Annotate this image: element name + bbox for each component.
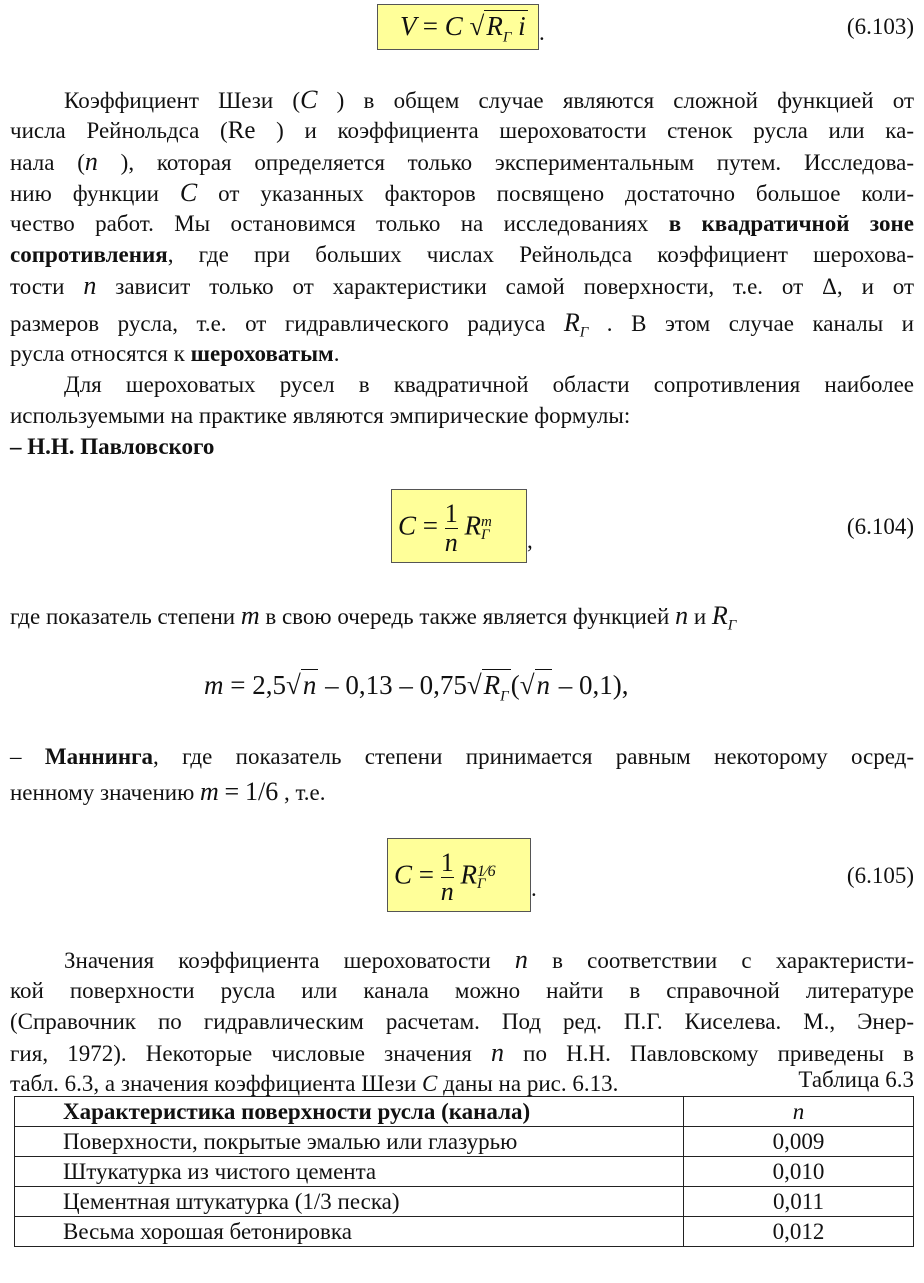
table-row (15, 1187, 914, 1217)
paragraph-line: (Справочник по гидравлическим расчетам. Под ред. П.Г. Киселева. М., Энер- (10, 1009, 914, 1034)
formula-subscript: Г (477, 875, 486, 892)
table-cell-name: Штукатурка из чистого цемента (15, 1157, 684, 1187)
paragraph-line: размеров русла, т.е. от гидравлического радиуса $R_Г$ . В этом случае каналы и (10, 308, 914, 341)
table-cell-value: 0,009 (684, 1127, 914, 1157)
paragraph-line: нию функции C от указанных факторов посвящено достаточно большое коли- (10, 178, 915, 207)
formula-var-i: i (518, 11, 526, 41)
equation-number-6-105: (6.105) (846, 863, 914, 888)
table-header-characteristic: Характеристика поверхности русла (канала) (15, 1097, 684, 1127)
paragraph-line: тости n зависит только от характеристики самой поверхности, т.е. от Δ, и от (10, 271, 915, 300)
formula-exponent: m (481, 513, 492, 530)
paragraph-line: гия, 1972). Некоторые числовые значения n по Н.Н. Павловскому приведены в (10, 1038, 915, 1067)
table-cell-name: Поверхности, покрытые эмалью или глазурью (15, 1127, 684, 1157)
table-header-row (15, 1097, 914, 1127)
paragraph-line: Для шероховатых русел в квадратичной области сопротивления наиболее (64, 372, 914, 397)
formula-var-c: C (398, 510, 417, 541)
paragraph-line: Значения коэффициента шероховатости n в соответствии с характеристи- (64, 945, 915, 974)
formula-m-equation: $m = 2,5√n - 0,13 - 0,75√R_Г(√n - 0,1)$, (204, 670, 629, 705)
fraction: $\frac{1}{n}$ (440, 848, 454, 906)
paragraph-line: нала (n ), которая определяется только экспериментальным путем. Исследова- (10, 147, 914, 176)
paragraph-line: используемыми на практике являются эмпирические формулы: (10, 403, 631, 428)
table-cell-value: 0,011 (684, 1187, 914, 1217)
formula-subscript: Г (481, 526, 490, 543)
paragraph-line: числа Рейнольдса (Re ) и коэффициента шероховатости стенок русла или ка- (10, 117, 915, 144)
paragraph-line: чество работ. Мы остановимся только на исследованиях в квадратичной зоне (10, 211, 914, 236)
paragraph-line: русла относятся к шероховатым. (10, 341, 340, 366)
section-heading-pavlovsky: – Н.Н. Павловского (10, 434, 215, 459)
paragraph-line: Коэффициент Шези (C ) в общем случае являются сложной функцией от (64, 85, 915, 114)
equation-number-6-103: (6.103) (846, 14, 914, 39)
formula-var-r: R (486, 11, 503, 41)
equation-number-6-104: (6.104) (846, 514, 914, 539)
table-row (15, 1217, 914, 1247)
formula-var-c: C (444, 11, 463, 41)
table-cell-value: 0,010 (684, 1157, 914, 1187)
formula-6-103-dot: . (539, 20, 545, 45)
table-cell-value: 0,012 (684, 1217, 914, 1247)
formula-exponent: 1⁄6 (477, 862, 496, 880)
paragraph-line: – Маннинга, где показатель степени принимается равным некоторому осред- (10, 744, 914, 769)
formula-var-c: C (394, 859, 413, 890)
formula-6-104-box: C = $\frac{1}{n}$ R m Г (391, 489, 527, 563)
paragraph-line: кой поверхности русла или канала можно найти в справочной литературе (10, 978, 914, 1003)
formula-6-103-box: V = C $√R_Г$ i (377, 4, 539, 50)
formula-6-104-comma: , (527, 528, 533, 553)
table-row (15, 1157, 914, 1187)
roughness-table (14, 1096, 914, 1247)
table-cell-name: Цементная штукатурка (1/3 песка) (15, 1187, 684, 1217)
fraction: $\frac{1}{n}$ (444, 499, 458, 557)
table-row (15, 1127, 914, 1157)
formula-6-105-box: C = $\frac{1}{n}$ R 1⁄6 Г (387, 838, 531, 912)
formula-subscript: Г (502, 29, 512, 46)
formula-6-105-dot: . (531, 876, 537, 901)
paragraph-line: сопротивления, где при больших числах Рейнольдса коэффициент шерохова- (10, 242, 914, 267)
formula-var-r: R (464, 510, 481, 541)
table-header-n: n (684, 1097, 914, 1127)
formula-var-r: R (460, 859, 477, 890)
table-cell-name: Весьма хорошая бетонировка (15, 1217, 684, 1247)
paragraph-line: где показатель степени m в свою очередь также является функцией n и $R_Г$ (10, 601, 737, 634)
paragraph-line: ненному значению m = 1/6 , т.е. (10, 777, 326, 806)
formula-var-v: V (400, 11, 417, 41)
sqrt-expression: $√R_Г$ i (469, 11, 526, 46)
table-caption: Таблица 6.3 (798, 1067, 914, 1092)
paragraph-line: табл. 6.3, а значения коэффициента Шези C даны на рис. 6.13. (10, 1071, 619, 1096)
